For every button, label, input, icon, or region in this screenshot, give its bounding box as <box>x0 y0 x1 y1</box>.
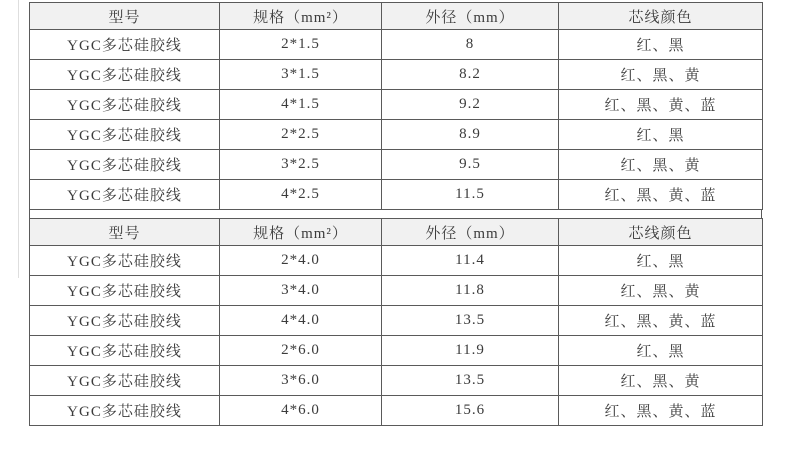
column-header-spec: 规格（mm²） <box>220 219 382 246</box>
cell-core-colors: 红、黑、黄、蓝 <box>559 90 763 120</box>
cell-model: YGC多芯硅胶线 <box>30 180 220 210</box>
cell-model: YGC多芯硅胶线 <box>30 246 220 276</box>
cell-spec: 4*6.0 <box>220 396 382 426</box>
table-row <box>30 120 763 150</box>
cell-model: YGC多芯硅胶线 <box>30 336 220 366</box>
cell-model: YGC多芯硅胶线 <box>30 366 220 396</box>
cell-outer-diameter: 11.4 <box>382 246 559 276</box>
table-row <box>30 306 763 336</box>
table-row <box>30 246 763 276</box>
cell-spec: 3*1.5 <box>220 60 382 90</box>
spec-table-1 <box>29 2 763 210</box>
column-header-outer-diameter: 外径（mm） <box>382 3 559 30</box>
spec-table-2 <box>29 218 763 426</box>
cell-core-colors: 红、黑、黄 <box>559 276 763 306</box>
cell-model: YGC多芯硅胶线 <box>30 396 220 426</box>
cell-core-colors: 红、黑、黄、蓝 <box>559 396 763 426</box>
cell-model: YGC多芯硅胶线 <box>30 90 220 120</box>
cell-outer-diameter: 11.9 <box>382 336 559 366</box>
cell-outer-diameter: 15.6 <box>382 396 559 426</box>
cell-model: YGC多芯硅胶线 <box>30 30 220 60</box>
cell-core-colors: 红、黑、黄、蓝 <box>559 180 763 210</box>
table-row <box>30 30 763 60</box>
cell-outer-diameter: 9.5 <box>382 150 559 180</box>
cell-outer-diameter: 13.5 <box>382 366 559 396</box>
table-row <box>30 336 763 366</box>
cell-model: YGC多芯硅胶线 <box>30 306 220 336</box>
table-row <box>30 90 763 120</box>
cell-spec: 3*2.5 <box>220 150 382 180</box>
cell-model: YGC多芯硅胶线 <box>30 120 220 150</box>
column-header-spec: 规格（mm²） <box>220 3 382 30</box>
cell-core-colors: 红、黑 <box>559 120 763 150</box>
column-header-outer-diameter: 外径（mm） <box>382 219 559 246</box>
cell-spec: 4*4.0 <box>220 306 382 336</box>
spec-tables-container <box>29 2 762 426</box>
table-row <box>30 396 763 426</box>
cell-spec: 4*1.5 <box>220 90 382 120</box>
cell-outer-diameter: 8 <box>382 30 559 60</box>
table-header-row <box>30 219 763 246</box>
cell-outer-diameter: 8.2 <box>382 60 559 90</box>
column-header-model: 型号 <box>30 219 220 246</box>
cell-core-colors: 红、黑 <box>559 246 763 276</box>
cell-core-colors: 红、黑 <box>559 30 763 60</box>
cell-core-colors: 红、黑、黄、蓝 <box>559 306 763 336</box>
page-edge-artifact-line <box>18 0 19 278</box>
cell-spec: 4*2.5 <box>220 180 382 210</box>
cell-outer-diameter: 11.8 <box>382 276 559 306</box>
column-header-model: 型号 <box>30 3 220 30</box>
cell-model: YGC多芯硅胶线 <box>30 60 220 90</box>
cell-core-colors: 红、黑、黄 <box>559 366 763 396</box>
cell-outer-diameter: 8.9 <box>382 120 559 150</box>
cell-core-colors: 红、黑 <box>559 336 763 366</box>
cell-core-colors: 红、黑、黄 <box>559 60 763 90</box>
cell-model: YGC多芯硅胶线 <box>30 276 220 306</box>
table-row <box>30 366 763 396</box>
cell-core-colors: 红、黑、黄 <box>559 150 763 180</box>
cell-spec: 2*1.5 <box>220 30 382 60</box>
cell-spec: 2*4.0 <box>220 246 382 276</box>
cell-spec: 3*4.0 <box>220 276 382 306</box>
cell-spec: 2*2.5 <box>220 120 382 150</box>
cell-outer-diameter: 11.5 <box>382 180 559 210</box>
table-row <box>30 180 763 210</box>
table-row <box>30 60 763 90</box>
column-header-core-colors: 芯线颜色 <box>559 219 763 246</box>
cell-spec: 3*6.0 <box>220 366 382 396</box>
table-gap-divider <box>29 210 762 218</box>
table-header-row <box>30 3 763 30</box>
column-header-core-colors: 芯线颜色 <box>559 3 763 30</box>
table-row <box>30 150 763 180</box>
table-row <box>30 276 763 306</box>
cell-outer-diameter: 13.5 <box>382 306 559 336</box>
cell-spec: 2*6.0 <box>220 336 382 366</box>
cell-model: YGC多芯硅胶线 <box>30 150 220 180</box>
cell-outer-diameter: 9.2 <box>382 90 559 120</box>
